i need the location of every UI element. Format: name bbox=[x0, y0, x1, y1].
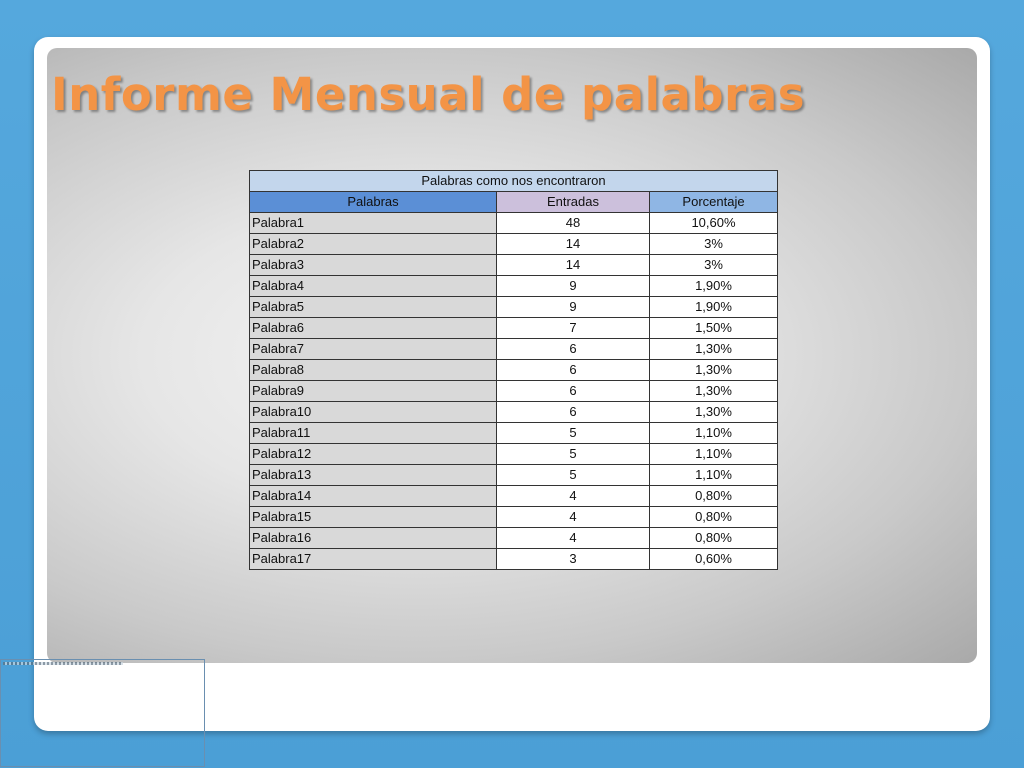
table-row bbox=[250, 234, 778, 255]
word-name-cell: Palabra8 bbox=[250, 360, 497, 381]
word-name-cell: Palabra2 bbox=[250, 234, 497, 255]
table-row bbox=[250, 360, 778, 381]
porcentaje-cell: 0,60% bbox=[650, 549, 778, 570]
porcentaje-cell: 3% bbox=[650, 234, 778, 255]
word-name-cell: Palabra16 bbox=[250, 528, 497, 549]
table-row bbox=[250, 549, 778, 570]
table-row bbox=[250, 276, 778, 297]
table-row bbox=[250, 402, 778, 423]
table-row bbox=[250, 213, 778, 234]
entradas-cell: 14 bbox=[497, 234, 650, 255]
porcentaje-cell: 1,10% bbox=[650, 423, 778, 444]
entradas-cell: 6 bbox=[497, 381, 650, 402]
words-table-container bbox=[249, 170, 778, 570]
column-header-entradas: Entradas bbox=[497, 192, 650, 213]
entradas-cell: 9 bbox=[497, 297, 650, 318]
table-row bbox=[250, 381, 778, 402]
word-name-cell: Palabra1 bbox=[250, 213, 497, 234]
table-row bbox=[250, 444, 778, 465]
porcentaje-cell: 1,30% bbox=[650, 381, 778, 402]
table-row bbox=[250, 318, 778, 339]
table-row bbox=[250, 423, 778, 444]
embedded-object-strip bbox=[3, 662, 123, 665]
porcentaje-cell: 1,90% bbox=[650, 297, 778, 318]
entradas-cell: 5 bbox=[497, 423, 650, 444]
column-header-porcentaje: Porcentaje bbox=[650, 192, 778, 213]
word-name-cell: Palabra13 bbox=[250, 465, 497, 486]
porcentaje-cell: 1,10% bbox=[650, 465, 778, 486]
entradas-cell: 6 bbox=[497, 339, 650, 360]
word-name-cell: Palabra5 bbox=[250, 297, 497, 318]
embedded-object-frame bbox=[0, 659, 205, 767]
entradas-cell: 4 bbox=[497, 507, 650, 528]
porcentaje-cell: 0,80% bbox=[650, 528, 778, 549]
word-name-cell: Palabra15 bbox=[250, 507, 497, 528]
table-row bbox=[250, 507, 778, 528]
word-name-cell: Palabra6 bbox=[250, 318, 497, 339]
porcentaje-cell: 1,90% bbox=[650, 276, 778, 297]
entradas-cell: 14 bbox=[497, 255, 650, 276]
word-name-cell: Palabra17 bbox=[250, 549, 497, 570]
word-name-cell: Palabra12 bbox=[250, 444, 497, 465]
entradas-cell: 6 bbox=[497, 402, 650, 423]
word-name-cell: Palabra11 bbox=[250, 423, 497, 444]
entradas-cell: 6 bbox=[497, 360, 650, 381]
table-row bbox=[250, 465, 778, 486]
slide-title: Informe Mensual de palabras bbox=[51, 68, 805, 121]
word-name-cell: Palabra10 bbox=[250, 402, 497, 423]
entradas-cell: 4 bbox=[497, 528, 650, 549]
porcentaje-cell: 3% bbox=[650, 255, 778, 276]
entradas-cell: 3 bbox=[497, 549, 650, 570]
word-name-cell: Palabra4 bbox=[250, 276, 497, 297]
entradas-cell: 9 bbox=[497, 276, 650, 297]
word-name-cell: Palabra7 bbox=[250, 339, 497, 360]
column-header-palabras: Palabras bbox=[250, 192, 497, 213]
table-row bbox=[250, 297, 778, 318]
porcentaje-cell: 10,60% bbox=[650, 213, 778, 234]
porcentaje-cell: 1,30% bbox=[650, 402, 778, 423]
table-row bbox=[250, 255, 778, 276]
porcentaje-cell: 1,30% bbox=[650, 339, 778, 360]
table-row bbox=[250, 486, 778, 507]
table-body bbox=[250, 213, 778, 570]
entradas-cell: 5 bbox=[497, 465, 650, 486]
word-name-cell: Palabra9 bbox=[250, 381, 497, 402]
word-name-cell: Palabra14 bbox=[250, 486, 497, 507]
entradas-cell: 48 bbox=[497, 213, 650, 234]
slide bbox=[47, 48, 977, 663]
table-header-row bbox=[250, 192, 778, 213]
porcentaje-cell: 1,30% bbox=[650, 360, 778, 381]
porcentaje-cell: 0,80% bbox=[650, 486, 778, 507]
table-caption-row bbox=[250, 171, 778, 192]
word-name-cell: Palabra3 bbox=[250, 255, 497, 276]
porcentaje-cell: 1,10% bbox=[650, 444, 778, 465]
table-row bbox=[250, 339, 778, 360]
entradas-cell: 7 bbox=[497, 318, 650, 339]
entradas-cell: 5 bbox=[497, 444, 650, 465]
porcentaje-cell: 1,50% bbox=[650, 318, 778, 339]
entradas-cell: 4 bbox=[497, 486, 650, 507]
porcentaje-cell: 0,80% bbox=[650, 507, 778, 528]
words-table bbox=[249, 170, 778, 570]
table-caption: Palabras como nos encontraron bbox=[250, 171, 778, 192]
table-row bbox=[250, 528, 778, 549]
